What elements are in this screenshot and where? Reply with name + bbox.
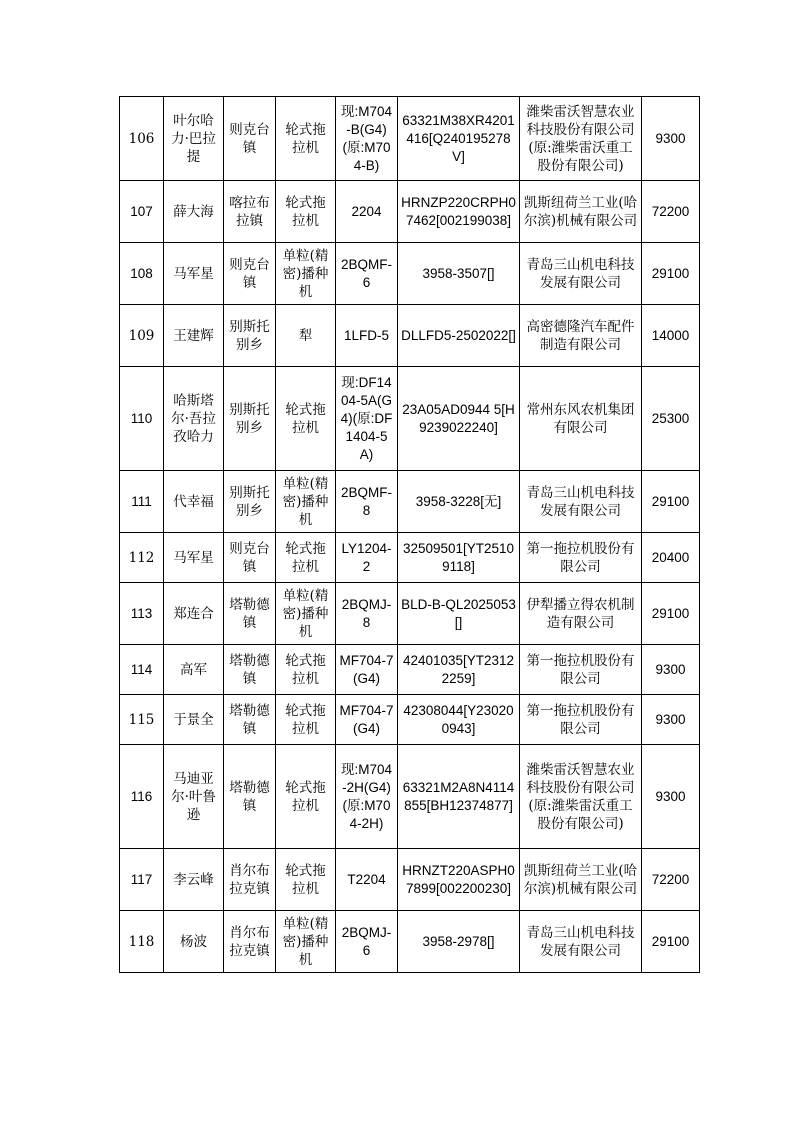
cell-amount: 25300 <box>642 367 700 471</box>
cell-maker: 高密德隆汽车配件制造有限公司 <box>520 305 642 367</box>
table-row <box>120 695 700 745</box>
cell-serial: 42401035[YT23122259] <box>398 645 520 695</box>
cell-town: 则克台镇 <box>224 97 276 181</box>
cell-item: 轮式拖拉机 <box>276 695 336 745</box>
cell-maker: 潍柴雷沃智慧农业科技股份有限公司(原:潍柴雷沃重工股份有限公司) <box>520 97 642 181</box>
cell-amount: 20400 <box>642 533 700 583</box>
cell-serial: HRNZT220ASPH07899[002200230] <box>398 849 520 911</box>
cell-maker: 青岛三山机电科技发展有限公司 <box>520 471 642 533</box>
cell-name: 王建辉 <box>164 305 224 367</box>
table-body <box>120 97 700 973</box>
cell-item: 轮式拖拉机 <box>276 849 336 911</box>
cell-town: 塔勒德镇 <box>224 645 276 695</box>
cell-town: 别斯托别乡 <box>224 471 276 533</box>
cell-no: 110 <box>120 367 164 471</box>
cell-town: 塔勒德镇 <box>224 745 276 849</box>
cell-maker: 伊犁播立得农机制造有限公司 <box>520 583 642 645</box>
cell-item: 单粒(精密)播种机 <box>276 911 336 973</box>
table-row <box>120 181 700 243</box>
cell-item: 轮式拖拉机 <box>276 745 336 849</box>
cell-amount: 29100 <box>642 583 700 645</box>
cell-name: 代幸福 <box>164 471 224 533</box>
cell-maker: 常州东风农机集团有限公司 <box>520 367 642 471</box>
cell-no: 113 <box>120 583 164 645</box>
cell-amount: 29100 <box>642 911 700 973</box>
cell-serial: 23A05AD0944 5[H9239022240] <box>398 367 520 471</box>
cell-name: 薛大海 <box>164 181 224 243</box>
cell-item: 轮式拖拉机 <box>276 533 336 583</box>
cell-model: MF704-7(G4) <box>336 695 398 745</box>
cell-serial: 42308044[Y230200943] <box>398 695 520 745</box>
cell-amount: 29100 <box>642 243 700 305</box>
cell-town: 喀拉布拉镇 <box>224 181 276 243</box>
cell-town: 塔勒德镇 <box>224 583 276 645</box>
cell-no: 109 <box>120 305 164 367</box>
cell-item: 单粒(精密)播种机 <box>276 583 336 645</box>
cell-town: 则克台镇 <box>224 243 276 305</box>
table-row <box>120 583 700 645</box>
cell-no: 118 <box>120 911 164 973</box>
cell-item: 轮式拖拉机 <box>276 181 336 243</box>
cell-serial: 63321M38XR4201416[Q240195278V] <box>398 97 520 181</box>
cell-no: 108 <box>120 243 164 305</box>
cell-no: 116 <box>120 745 164 849</box>
cell-serial: 32509501[YT25109118] <box>398 533 520 583</box>
cell-maker: 第一拖拉机股份有限公司 <box>520 533 642 583</box>
cell-name: 于景全 <box>164 695 224 745</box>
cell-name: 哈斯塔尔·吾拉孜哈力 <box>164 367 224 471</box>
cell-no: 106 <box>120 97 164 181</box>
cell-serial: DLLFD5-2502022[] <box>398 305 520 367</box>
cell-amount: 9300 <box>642 97 700 181</box>
table-row <box>120 849 700 911</box>
cell-amount: 14000 <box>642 305 700 367</box>
cell-item: 轮式拖拉机 <box>276 97 336 181</box>
cell-town: 别斯托别乡 <box>224 367 276 471</box>
cell-name: 叶尔哈力·巴拉提 <box>164 97 224 181</box>
table-row <box>120 745 700 849</box>
cell-name: 高军 <box>164 645 224 695</box>
cell-no: 111 <box>120 471 164 533</box>
cell-item: 单粒(精密)播种机 <box>276 243 336 305</box>
cell-town: 肖尔布拉克镇 <box>224 849 276 911</box>
cell-model: LY1204-2 <box>336 533 398 583</box>
table-row <box>120 305 700 367</box>
cell-name: 李云峰 <box>164 849 224 911</box>
cell-maker: 青岛三山机电科技发展有限公司 <box>520 911 642 973</box>
cell-maker: 凯斯纽荷兰工业(哈尔滨)机械有限公司 <box>520 849 642 911</box>
cell-serial: HRNZP220CRPH07462[002199038] <box>398 181 520 243</box>
cell-item: 单粒(精密)播种机 <box>276 471 336 533</box>
cell-amount: 9300 <box>642 695 700 745</box>
cell-amount: 72200 <box>642 181 700 243</box>
cell-item: 轮式拖拉机 <box>276 367 336 471</box>
cell-serial: 3958-2978[] <box>398 911 520 973</box>
cell-model: 现:DF1404-5A(G4)(原:DF1404-5A) <box>336 367 398 471</box>
cell-maker: 凯斯纽荷兰工业(哈尔滨)机械有限公司 <box>520 181 642 243</box>
cell-no: 107 <box>120 181 164 243</box>
cell-name: 马军星 <box>164 243 224 305</box>
cell-amount: 9300 <box>642 745 700 849</box>
table-row <box>120 911 700 973</box>
cell-no: 117 <box>120 849 164 911</box>
cell-no: 115 <box>120 695 164 745</box>
cell-name: 郑连合 <box>164 583 224 645</box>
cell-serial: 3958-3507[] <box>398 243 520 305</box>
cell-town: 肖尔布拉克镇 <box>224 911 276 973</box>
cell-amount: 29100 <box>642 471 700 533</box>
cell-maker: 青岛三山机电科技发展有限公司 <box>520 243 642 305</box>
cell-maker: 第一拖拉机股份有限公司 <box>520 645 642 695</box>
table-row <box>120 645 700 695</box>
cell-name: 杨波 <box>164 911 224 973</box>
cell-serial: 63321M2A8N4114855[BH12374877] <box>398 745 520 849</box>
table-row <box>120 243 700 305</box>
cell-model: MF704-7(G4) <box>336 645 398 695</box>
cell-maker: 潍柴雷沃智慧农业科技股份有限公司(原:潍柴雷沃重工股份有限公司) <box>520 745 642 849</box>
subsidy-table <box>119 96 700 973</box>
cell-town: 塔勒德镇 <box>224 695 276 745</box>
cell-amount: 72200 <box>642 849 700 911</box>
cell-serial: 3958-3228[无] <box>398 471 520 533</box>
cell-model: T2204 <box>336 849 398 911</box>
cell-model: 2BQMJ-6 <box>336 911 398 973</box>
cell-town: 别斯托别乡 <box>224 305 276 367</box>
cell-model: 2BQMF-6 <box>336 243 398 305</box>
cell-model: 1LFD-5 <box>336 305 398 367</box>
cell-town: 则克台镇 <box>224 533 276 583</box>
cell-model: 现:M704-B(G4)(原:M704-B) <box>336 97 398 181</box>
cell-model: 2BQMF-8 <box>336 471 398 533</box>
table-row <box>120 533 700 583</box>
cell-no: 114 <box>120 645 164 695</box>
cell-item: 轮式拖拉机 <box>276 645 336 695</box>
cell-name: 马军星 <box>164 533 224 583</box>
table-row <box>120 471 700 533</box>
cell-model: 2BQMJ-8 <box>336 583 398 645</box>
table-row <box>120 367 700 471</box>
cell-serial: BLD-B-QL2025053[] <box>398 583 520 645</box>
cell-name: 马迪亚尔·叶鲁逊 <box>164 745 224 849</box>
cell-no: 112 <box>120 533 164 583</box>
cell-model: 现:M704-2H(G4)(原:M704-2H) <box>336 745 398 849</box>
table-row <box>120 97 700 181</box>
cell-amount: 9300 <box>642 645 700 695</box>
cell-model: 2204 <box>336 181 398 243</box>
cell-maker: 第一拖拉机股份有限公司 <box>520 695 642 745</box>
cell-item: 犁 <box>276 305 336 367</box>
